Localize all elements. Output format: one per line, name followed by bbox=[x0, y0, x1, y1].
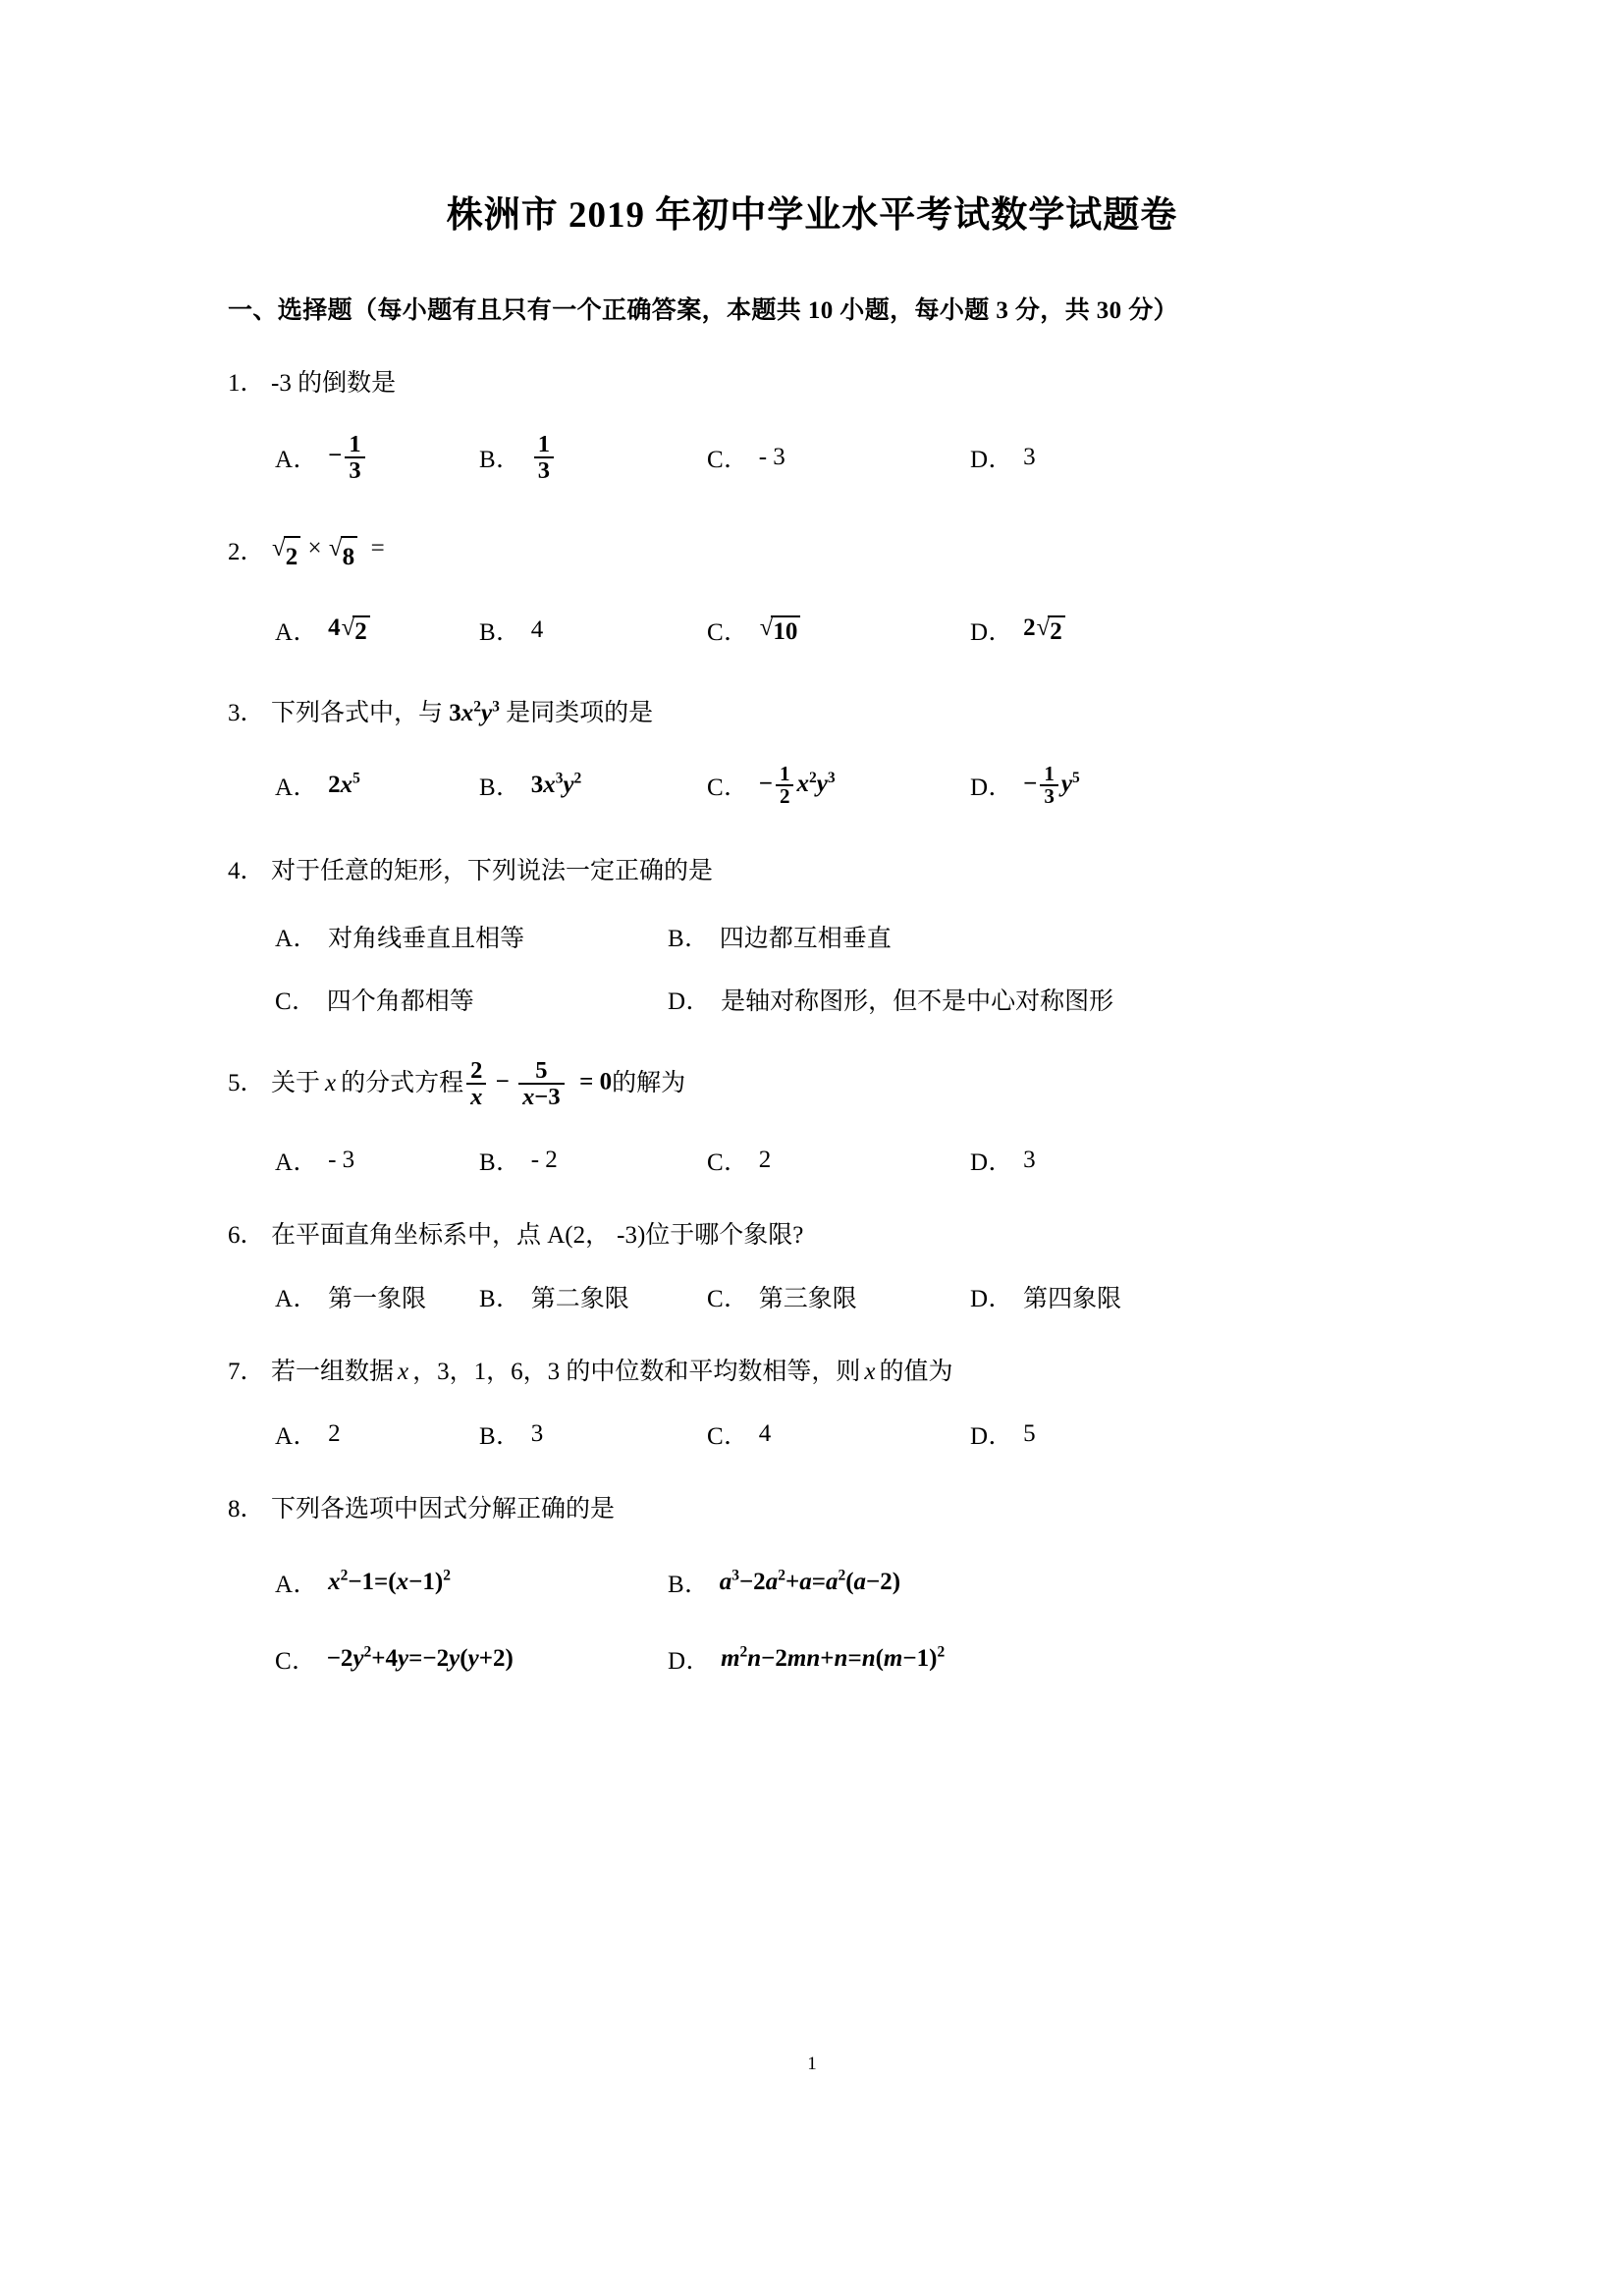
question-6-option-c[interactable] bbox=[707, 1279, 970, 1314]
option-d-label: D． bbox=[970, 619, 1014, 647]
question-2-stem bbox=[228, 530, 1396, 576]
option-d-value: 2 √ 2 bbox=[1023, 614, 1066, 646]
question-7-stem-mid: ，3，1，6，3 的中位数和平均数相等，则 bbox=[412, 1359, 861, 1386]
question-4-option-a[interactable] bbox=[275, 919, 668, 954]
question-8-number: 8． bbox=[228, 1495, 265, 1522]
question-2-option-b[interactable] bbox=[479, 613, 707, 648]
question-7 bbox=[228, 1354, 1396, 1452]
option-c-label: C． bbox=[275, 988, 317, 1015]
option-d-label: D． bbox=[970, 774, 1014, 802]
question-4-number: 4． bbox=[228, 857, 265, 884]
option-b-label: B． bbox=[479, 446, 521, 473]
page-number: 1 bbox=[807, 2054, 817, 2074]
question-8 bbox=[228, 1491, 1396, 1678]
question-2-stem-text: √ 2 × √ 8 = bbox=[271, 530, 385, 576]
option-c-label: C． bbox=[707, 1422, 749, 1450]
question-8-option-c[interactable] bbox=[275, 1641, 668, 1677]
question-3-option-c[interactable] bbox=[707, 761, 970, 809]
option-d-value: 3 bbox=[1023, 1146, 1036, 1173]
option-c-value: 2 bbox=[758, 1146, 772, 1173]
option-c-label: C． bbox=[707, 1148, 749, 1176]
option-b-label: B． bbox=[668, 926, 710, 952]
question-1 bbox=[228, 365, 1396, 482]
option-d-value: $m^2n-2mn+n=n(m-1)^2$ bbox=[721, 1644, 946, 1673]
option-a-value: 第一象限 bbox=[328, 1286, 427, 1313]
section-heading: 一、选择题（每小题有且只有一个正确答案，本题共 10 小题，每小题 3 分，共 30 分） bbox=[228, 297, 1179, 325]
question-7-option-c[interactable] bbox=[707, 1416, 970, 1452]
question-4 bbox=[228, 853, 1396, 1018]
question-7-variable-1: x bbox=[398, 1359, 409, 1386]
question-1-option-d[interactable] bbox=[970, 440, 1036, 475]
option-c-value: − $\frac{1}{2}$ $x^2y^3$ bbox=[758, 761, 836, 809]
option-a-label: A． bbox=[275, 1422, 319, 1450]
question-1-number: 1． bbox=[228, 370, 265, 398]
page-content bbox=[228, 0, 1396, 1677]
question-5-option-b[interactable] bbox=[479, 1143, 707, 1178]
question-8-stem-text: 下列各选项中因式分解正确的是 bbox=[271, 1495, 616, 1522]
option-b-value: $\frac{1}{3}$ bbox=[531, 432, 557, 483]
question-5-variable: x bbox=[325, 1070, 337, 1097]
question-8-option-d[interactable] bbox=[668, 1641, 945, 1677]
question-8-stem bbox=[228, 1491, 1396, 1528]
option-a-label: A． bbox=[275, 446, 319, 473]
question-7-option-a[interactable] bbox=[275, 1416, 479, 1452]
option-b-value: $a^3-2a^2+a=a^2(a-2)$ bbox=[719, 1568, 901, 1596]
question-6-number: 6． bbox=[228, 1221, 265, 1249]
option-a-label: A． bbox=[275, 1148, 319, 1176]
option-a-value: $x^2-1=(x-1)^2$ bbox=[328, 1568, 451, 1596]
question-7-stem-head: 若一组数据 bbox=[271, 1359, 395, 1386]
option-c-label: C． bbox=[707, 619, 749, 647]
option-a-value: 2 bbox=[328, 1419, 341, 1447]
question-1-stem-text: -3 的倒数是 bbox=[271, 370, 397, 398]
option-d-label: D． bbox=[970, 1148, 1014, 1176]
question-4-option-b[interactable] bbox=[668, 919, 892, 954]
question-5-stem-tail: 的解为 bbox=[612, 1070, 686, 1097]
question-5-stem-mid: 的分式方程 bbox=[341, 1070, 464, 1097]
question-2 bbox=[228, 530, 1396, 649]
option-c-value: $-2y^2+4y=-2y(y+2)$ bbox=[326, 1644, 514, 1673]
question-7-stem bbox=[228, 1354, 1396, 1391]
question-6 bbox=[228, 1217, 1396, 1315]
option-c-value: √ 10 bbox=[759, 614, 802, 646]
question-4-options-row-1 bbox=[228, 919, 1396, 954]
option-d-value: − $\frac{1}{3}$ $y^5$ bbox=[1023, 761, 1080, 809]
option-d-value: 3 bbox=[1023, 443, 1036, 470]
option-b-label: B． bbox=[668, 1572, 710, 1599]
question-7-variable-2: x bbox=[864, 1359, 876, 1386]
question-3-expression: $3x^2y^3$ bbox=[443, 698, 500, 727]
question-2-options bbox=[228, 613, 1396, 648]
option-b-value: 3 bbox=[530, 1419, 544, 1447]
question-7-option-d[interactable] bbox=[970, 1416, 1036, 1452]
question-1-option-a[interactable] bbox=[275, 432, 479, 483]
question-6-option-a[interactable] bbox=[275, 1279, 479, 1314]
option-c-value: 四个角都相等 bbox=[326, 988, 474, 1015]
question-6-option-b[interactable] bbox=[479, 1279, 707, 1314]
option-c-label: C． bbox=[707, 774, 749, 802]
option-b-value: 第二象限 bbox=[530, 1286, 629, 1313]
option-c-value: 第三象限 bbox=[758, 1286, 857, 1313]
question-3-stem bbox=[228, 695, 1396, 732]
question-6-stem-text: 在平面直角坐标系中，点 A(2， -3)位于哪个象限? bbox=[271, 1221, 804, 1249]
question-6-stem bbox=[228, 1217, 1396, 1255]
option-d-label: D． bbox=[668, 1648, 712, 1676]
option-c-value: - 3 bbox=[758, 443, 785, 470]
question-5-options bbox=[228, 1143, 1396, 1178]
option-d-label: D． bbox=[970, 446, 1014, 473]
question-7-options bbox=[228, 1416, 1396, 1452]
question-4-stem bbox=[228, 853, 1396, 890]
question-3-option-b[interactable] bbox=[479, 768, 707, 803]
question-3-option-d[interactable] bbox=[970, 761, 1080, 809]
question-8-option-a[interactable] bbox=[275, 1565, 668, 1600]
question-5-option-d[interactable] bbox=[970, 1143, 1036, 1178]
option-b-value: $3x^3y^2$ bbox=[530, 770, 582, 799]
option-a-label: A． bbox=[275, 1572, 319, 1599]
option-c-label: C． bbox=[707, 1286, 749, 1313]
question-8-options-row-1 bbox=[228, 1565, 1396, 1600]
question-7-stem-tail: 的值为 bbox=[879, 1359, 953, 1386]
question-6-options bbox=[228, 1279, 1396, 1314]
question-1-options bbox=[228, 432, 1396, 483]
question-5-option-a[interactable] bbox=[275, 1143, 479, 1178]
question-2-option-a[interactable] bbox=[275, 613, 479, 648]
option-a-value: 对角线垂直且相等 bbox=[328, 926, 525, 952]
question-5-number: 5． bbox=[228, 1070, 265, 1097]
question-4-option-d[interactable] bbox=[668, 982, 1113, 1017]
option-a-value: 4 √ 2 bbox=[328, 614, 371, 646]
question-6-option-d[interactable] bbox=[970, 1279, 1121, 1314]
question-3-options bbox=[228, 761, 1396, 809]
question-5-stem-head: 关于 bbox=[271, 1070, 321, 1097]
question-1-option-b[interactable] bbox=[479, 432, 707, 483]
question-8-option-b[interactable] bbox=[668, 1565, 900, 1600]
option-b-label: B． bbox=[479, 774, 521, 802]
option-a-label: A． bbox=[275, 1286, 319, 1313]
question-1-option-c[interactable] bbox=[707, 440, 970, 475]
option-d-value: 5 bbox=[1023, 1419, 1036, 1447]
question-3-stem-tail: 是同类项的是 bbox=[506, 700, 654, 727]
question-5-stem bbox=[228, 1058, 1396, 1109]
option-d-label: D． bbox=[668, 988, 712, 1015]
option-c-value: 4 bbox=[758, 1419, 772, 1447]
option-d-label: D． bbox=[970, 1422, 1014, 1450]
option-b-value: - 2 bbox=[530, 1146, 558, 1173]
question-3-stem-head: 下列各式中，与 bbox=[271, 700, 444, 727]
question-4-stem-text: 对于任意的矩形，下列说法一定正确的是 bbox=[271, 857, 714, 884]
question-8-options-row-2 bbox=[228, 1641, 1396, 1677]
option-b-label: B． bbox=[479, 1286, 521, 1313]
question-4-options-row-2 bbox=[228, 982, 1396, 1017]
question-3-number: 3． bbox=[228, 700, 265, 727]
option-d-value: 是轴对称图形，但不是中心对称图形 bbox=[721, 988, 1114, 1015]
option-c-label: C． bbox=[707, 446, 749, 473]
option-d-label: D． bbox=[970, 1286, 1014, 1313]
question-2-option-d[interactable] bbox=[970, 613, 1066, 648]
page-title: 株洲市 2019 年初中学业水平考试数学试题卷 bbox=[446, 195, 1178, 236]
question-7-option-b[interactable] bbox=[479, 1416, 707, 1452]
option-c-label: C． bbox=[275, 1648, 317, 1676]
option-b-label: B． bbox=[479, 619, 521, 647]
option-b-label: B． bbox=[479, 1148, 521, 1176]
question-3-option-a[interactable] bbox=[275, 768, 479, 803]
question-5-equation: $\frac{2}{x}$ − $\frac{5}{x-3}$ = 0 bbox=[463, 1058, 612, 1109]
option-b-value: 四边都互相垂直 bbox=[719, 926, 892, 952]
option-b-value: 4 bbox=[530, 616, 544, 644]
question-3 bbox=[228, 695, 1396, 807]
question-7-number: 7． bbox=[228, 1359, 265, 1386]
option-a-label: A． bbox=[275, 619, 319, 647]
option-a-label: A． bbox=[275, 926, 319, 952]
question-2-number: 2． bbox=[228, 539, 265, 566]
option-a-value: $2x^5$ bbox=[328, 770, 360, 799]
option-b-label: B． bbox=[479, 1422, 521, 1450]
option-a-label: A． bbox=[275, 774, 319, 802]
question-5 bbox=[228, 1058, 1396, 1178]
question-4-option-c[interactable] bbox=[275, 982, 668, 1017]
option-d-value: 第四象限 bbox=[1023, 1286, 1122, 1313]
option-a-value: - 3 bbox=[328, 1146, 355, 1173]
question-5-option-c[interactable] bbox=[707, 1143, 970, 1178]
question-2-option-c[interactable] bbox=[707, 613, 970, 648]
option-a-value: − $\frac{1}{3}$ bbox=[328, 432, 368, 483]
question-1-stem bbox=[228, 365, 1396, 402]
